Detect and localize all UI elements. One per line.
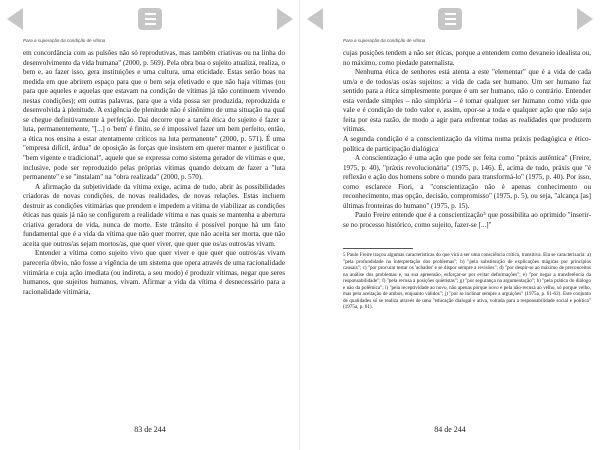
paragraph: em concordância com as pulsões não só reprodutivas, mas também criativas ou na linha do desenvolvimento da vida humana" (2000, p. 569). Pela obra boa o sujeito atualiza, realiza, o bem e, ao fazer isso, gera instituições e uma cultura, uma eticidade. Estas serão boas na medida em que abrirem espaço para que o bem seja efetivado e que não haja vítimas (ou para que aqueles e aquelas que estavam na condição de vítimas já não continuem vivendo nestas condições); em outras palavras, para que a vida possa ser produzida, reproduzida e desenvolvida à plenitude. A exigência de plenitude não é sinônimo de uma situação na qual se chegue definitivamente à perfeição. Daí decorre que a tarefa ética do sujeito é fazer a luta, permanentemente, "[...] o 'bem' é finito, se é impossível fazer um bem perfeito, então, a ética nos ensina a estar atentamente críticos na luta permanente" (2000, p. 571). É uma "empresa difícil, árdua" de oposição às forças que insistem em querer manter e justificar o "bem vigente e tradicional", aquele que se expressa como sistema gerador de vítimas e que, inclusive, pode ser reproduzido pelas próprias vítimas quando deixam de fazer a "luta permanente" e se "instalam" na "obra realizada" (2000, p. 570). xyxy=(23,49,285,182)
page-body xyxy=(343,49,591,311)
footnote: 5 Paulo Freire traçou algumas características do que virá a ser uma consciência crítica, transitiva. Ela se caracterizaria: a) "pela profundidade na interpretação dos problemas"; b) "pela substituição de explicações mágicas por princípios causais"; c) "por procurar testar os 'achados' e se dispor sempre a revisões"; d) "por despir-se ao máximo de preconceitos na análise dos problemas e, na sua apreensão, esforçar-se por evitar deformações"; e) "por negar a transferência da responsabilidade"; f) "pela recusa a posições quietistas"; g) "por segurança na argumentação"; h) "pela prática do diálogo e não da polêmica"; i) "pela receptividade ao novo, não apenas porque novo e pela não-recusa ao velho, só porque velho, mas pela aceitação de ambos, enquanto válidos"; j) "por se inclinar sempre a arguições" (1975a, p. 61-62). Este conjunto de qualidades só se realiza através de uma "educação dialogal e ativa, voltada para a responsabilidade social e política" (1975a, p. 61). xyxy=(343,252,591,311)
page-number: 84 de 244 xyxy=(434,425,466,434)
right-page xyxy=(300,0,600,450)
paragraph: Entender a vítima como sujeito vivo que quer viver e que quer que outros/as vivam parecería óbvio, não fosse a vigência de um sistema que opera através de uma racionalidade vitimária e cuja ação imediata (ou indireta, a seu modo) é produzir vítimas, negar que seres humanos, que sujeitos humanos, vivam. Afirmar a vida da vítima é desnecessário para a racionalidade vitimária, xyxy=(23,249,285,296)
page-body xyxy=(23,49,285,297)
paragraph: A conscientização é uma ação que pode ser feita como "práxis autêntica" (Freire, 1975, p. 40), "práxis revolucionária" (1975, p. 146). É, acima de tudo, práxis que "é reflexão e ação dos homens sobre o mundo para transformá-lo" (1975, p. 40). Por isso, como esclarece Fiori, a "conscientização não é apenas conhecimento ou reconhecimento, mas opção, decisão, compromisso" (1975, p. 5), ou seja, "alcança [as] últimas fronteiras do humano" (1975, p. 15). xyxy=(343,154,591,210)
left-page-prev-icon[interactable] xyxy=(7,8,23,30)
right-page-prev-icon[interactable] xyxy=(307,8,323,30)
paragraph: cujas posições tendem a não ser éticas, porque a entendem como devaneio idealista ou, no máximo, como piedade paternalista. xyxy=(343,49,591,67)
paragraph: Paulo Freire entende que é a conscientização⁵ que possibilita ao oprimido "inserir-se no processo histórico, como sujeito, fazer-se [...]" xyxy=(343,211,591,229)
right-page-next-icon[interactable] xyxy=(577,8,593,30)
page-number: 83 de 244 xyxy=(134,425,166,434)
paragraph: Nenhuma ética de senhores está atenta a este "elementar" que é a vida de cada um/a e de todos/as os/as sujeitos: a vida de cada ser humano. Um ser humano faz sentido para a ética simplesmente porque é um ser humano, não o contrário. Entender esta verdade simples – não simplória – é tomar qualquer ser humano como vida que vale e é condição de todo valor e, assim, opor-se a toda e qualquer ação que não seja feita por esta razão, de modo a agir para enfrentar todas as realidades que produzem vítimas. xyxy=(343,68,591,134)
left-page-next-icon[interactable] xyxy=(277,8,293,30)
running-head: Para a superação da condição de vítima xyxy=(23,38,106,43)
running-head: Para a superação da condição de vítima xyxy=(343,38,426,43)
section-heading: A segunda condição é a conscientização da vítima numa práxis pedagógica e ético-política de participação dialógica xyxy=(343,134,591,153)
left-page-menu-icon[interactable] xyxy=(138,8,162,30)
footnote-rule xyxy=(343,248,413,249)
paragraph: A afirmação da subjetividade da vítima exige, acima de tudo, abrir às possibilidades criadoras de novas condições, de novas realidades, de novas relações. Estas incluem destruir as condições vitimárias que prendem e impedem a vítima de viabilizar as condições éticas nas quais já não se configurem a realidade vítima e nas quais se mantenha a abertura criativa geradora de vida, nunca de morte. Este trânsito é possível porque há um fato fundamental que é a vida da vítima que não quer morrer, que não aceita ser morta, que não aceita que outros/as sejam mortos/as, que quer viver, que quer que os/as outros/as vivam. xyxy=(23,182,285,248)
right-page-menu-icon[interactable] xyxy=(438,8,462,30)
